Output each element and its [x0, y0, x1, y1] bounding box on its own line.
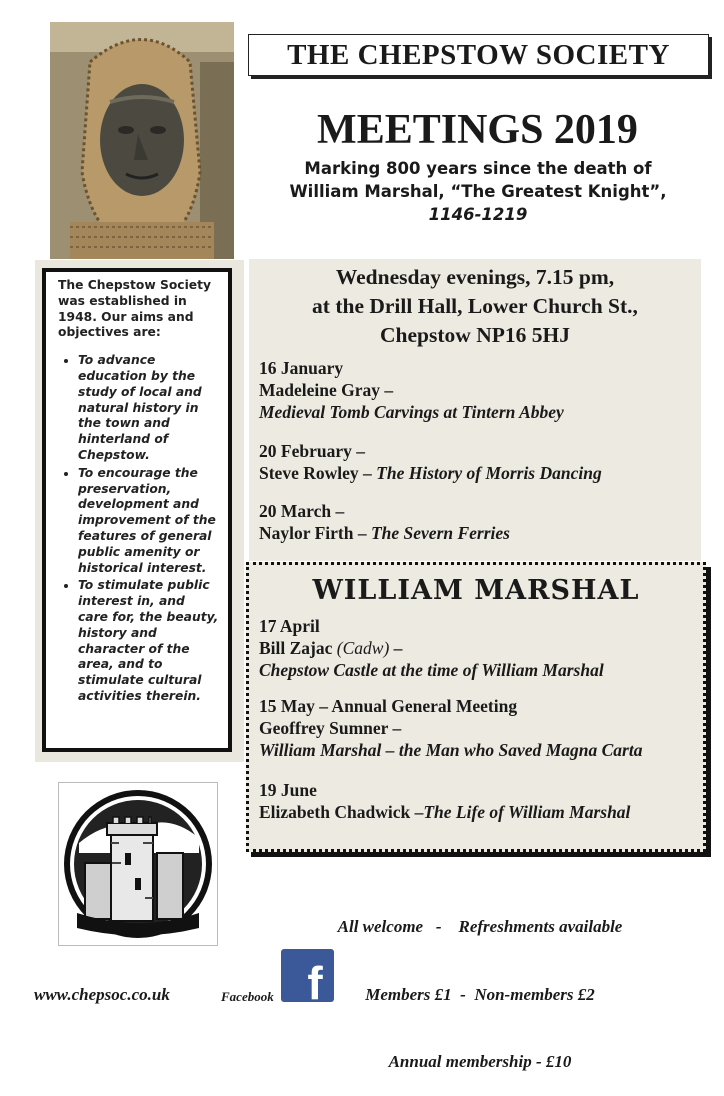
subtitle-line-2: William Marshal, “The Greatest Knight”, [289, 182, 667, 201]
subtitle [240, 157, 716, 226]
william-marshal-section [246, 562, 706, 852]
meeting-topic: Medieval Tomb Carvings at Tintern Abbey [259, 402, 564, 422]
aims-list [58, 353, 219, 705]
meeting-topic: Chepstow Castle at the time of William Marshal [259, 660, 604, 680]
aim-item: • To advance education by the study of local and natural history in the town and hinterland of Chepstow. [78, 353, 219, 464]
meeting-topic: William Marshal – the Man who Saved Magna Carta [259, 740, 643, 760]
speaker-organisation: (Cadw) [336, 638, 390, 658]
subtitle-line-1: Marking 800 years since the death of [304, 159, 652, 178]
venue-line-3: Chepstow NP16 5HJ [380, 323, 570, 347]
aims-intro: The Chepstow Society was established in 1948. Our aims and objectives are: [58, 278, 212, 340]
effigy-photo [50, 22, 234, 259]
meeting-date: 20 March – [259, 501, 345, 521]
meeting-date: 16 January [259, 358, 344, 378]
meeting-date: 20 February – [259, 441, 365, 461]
aim-item: • To stimulate public interest in, and care for, the beauty, history and character of the area, and to stimulate cultural activities therein. [78, 578, 219, 704]
meeting-speaker: Bill Zajac [259, 638, 337, 658]
meeting-date: 19 June [259, 780, 317, 800]
society-logo [58, 782, 218, 946]
meeting-entry [259, 440, 602, 484]
meeting-topic: The History of Morris Dancing [376, 463, 602, 483]
venue-line-1: Wednesday evenings, 7.15 pm, [335, 265, 615, 289]
page-title: MEETINGS 2019 [317, 107, 638, 153]
meeting-entry [259, 357, 564, 423]
venue-line-2: at the Drill Hall, Lower Church St., [312, 294, 638, 318]
section-heading: WILLIAM MARSHAL [312, 575, 640, 606]
subtitle-dates: 1146-1219 [428, 205, 528, 224]
society-name: THE CHEPSTOW SOCIETY [248, 34, 709, 76]
aims-box [42, 268, 232, 752]
meeting-date: 15 May – Annual General Meeting [259, 696, 518, 716]
meeting-topic: The Severn Ferries [370, 523, 510, 543]
website-link[interactable]: www.chepsoc.co.uk [34, 985, 170, 1004]
facebook-label[interactable]: Facebook [221, 989, 274, 1004]
meeting-topic: The Life of William Marshal [423, 802, 631, 822]
meeting-entry [259, 500, 510, 544]
meeting-date: 17 April [259, 616, 320, 636]
meeting-entry [259, 615, 604, 681]
meeting-speaker: Elizabeth Chadwick – [259, 802, 424, 822]
meeting-entry [259, 779, 630, 823]
speaker-dash: – [389, 638, 403, 658]
welcome-line-2: Members £1 - Non-members £2 [365, 984, 595, 1004]
aim-item: • To encourage the preservation, development and improvement of the features of general public amenity or historical interest. [78, 466, 219, 577]
facebook-glyph: f [307, 957, 323, 1002]
facebook-icon[interactable] [281, 949, 334, 1002]
meeting-speaker: Naylor Firth – [259, 523, 371, 543]
meeting-speaker: Steve Rowley – [259, 463, 377, 483]
venue-info [249, 263, 701, 350]
meeting-entry [259, 695, 642, 761]
meetings-panel [249, 259, 701, 561]
welcome-line-1: All welcome - Refreshments available [337, 917, 623, 936]
welcome-line-3: Annual membership - £10 [388, 1052, 572, 1071]
meeting-speaker: Madeleine Gray – [259, 380, 394, 400]
meeting-speaker: Geoffrey Sumner – [259, 718, 402, 738]
